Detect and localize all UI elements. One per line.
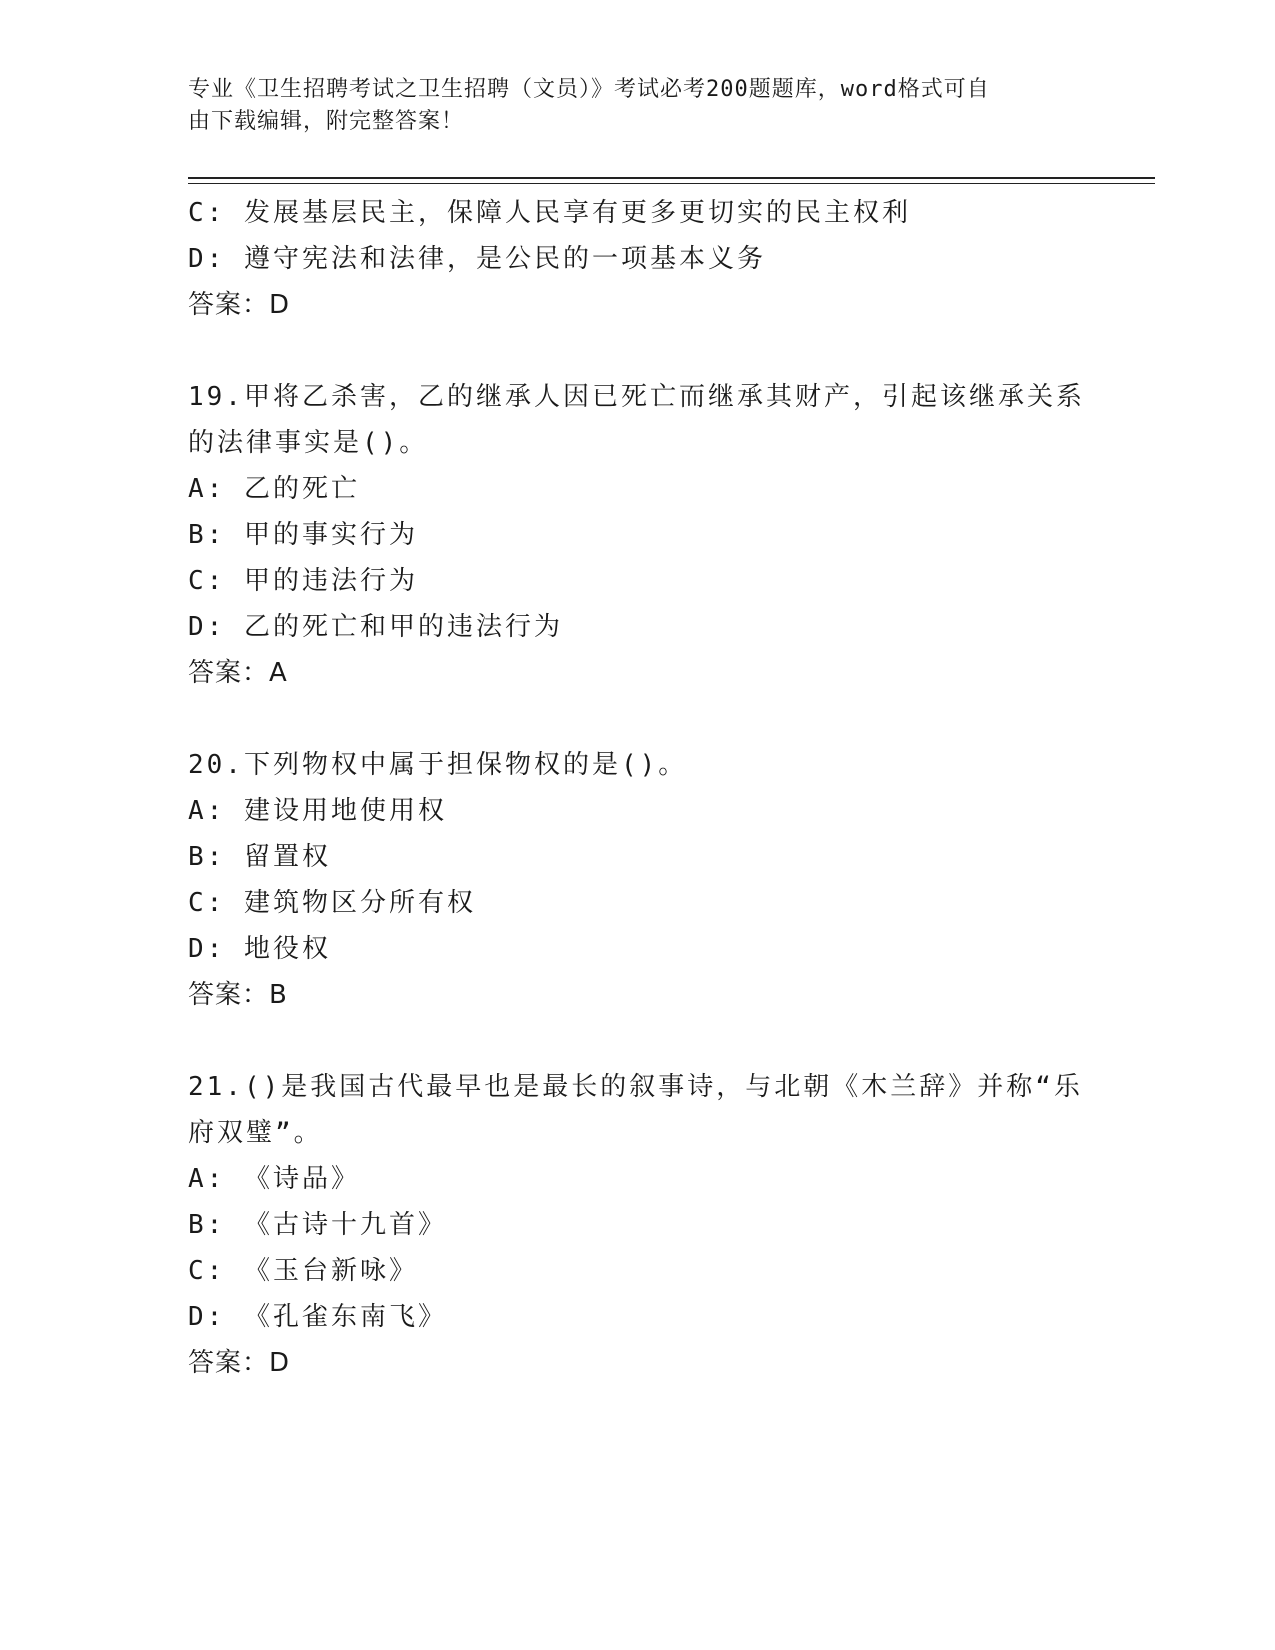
question-text-line-2: 府双璧”。: [188, 1118, 323, 1148]
answer-line: 答案：D: [188, 290, 291, 320]
option-c: C: 建筑物区分所有权: [188, 888, 476, 918]
option-d: D: 遵守宪法和法律，是公民的一项基本义务: [188, 244, 766, 274]
option-b: B: 《古诗十九首》: [188, 1210, 447, 1240]
answer-line: 答案：D: [188, 1348, 291, 1378]
option-a: A: 《诗品》: [188, 1164, 360, 1194]
option-c: C: 甲的违法行为: [188, 566, 418, 596]
option-d: D: 《孔雀东南飞》: [188, 1302, 447, 1332]
header-rule-thick: [188, 177, 1155, 179]
spacer: [188, 1018, 1088, 1064]
answer-line: 答案：B: [188, 980, 288, 1010]
option-b: B: 甲的事实行为: [188, 520, 418, 550]
question-carryover: [188, 190, 1088, 328]
question-text-line-2: 的法律事实是()。: [188, 428, 429, 458]
header-rule-thin: [188, 183, 1155, 184]
question-text-line-1: 21.()是我国古代最早也是最长的叙事诗，与北朝《木兰辞》并称“乐: [188, 1072, 1083, 1102]
question-list: [188, 190, 1088, 1386]
spacer: [188, 696, 1088, 742]
option-d: D: 地役权: [188, 934, 331, 964]
question-19: [188, 374, 1088, 696]
option-a: A: 建设用地使用权: [188, 796, 447, 826]
spacer: [188, 328, 1088, 374]
question-21: [188, 1064, 1088, 1386]
option-c: C: 发展基层民主，保障人民享有更多更切实的民主权利: [188, 198, 911, 228]
question-20: [188, 742, 1088, 1018]
header-line-2: 由下载编辑，附完整答案！: [188, 109, 465, 134]
document-header: [188, 74, 1068, 138]
question-text-line-1: 20.下列物权中属于担保物权的是()。: [188, 750, 688, 780]
option-a: A: 乙的死亡: [188, 474, 360, 504]
answer-line: 答案：A: [188, 658, 288, 688]
option-d: D: 乙的死亡和甲的违法行为: [188, 612, 563, 642]
question-text-line-1: 19.甲将乙杀害，乙的继承人因已死亡而继承其财产，引起该继承关系: [188, 382, 1085, 412]
option-b: B: 留置权: [188, 842, 331, 872]
header-line-1: 专业《卫生招聘考试之卫生招聘（文员）》考试必考200题题库，word格式可自: [188, 77, 990, 102]
option-c: C: 《玉台新咏》: [188, 1256, 418, 1286]
